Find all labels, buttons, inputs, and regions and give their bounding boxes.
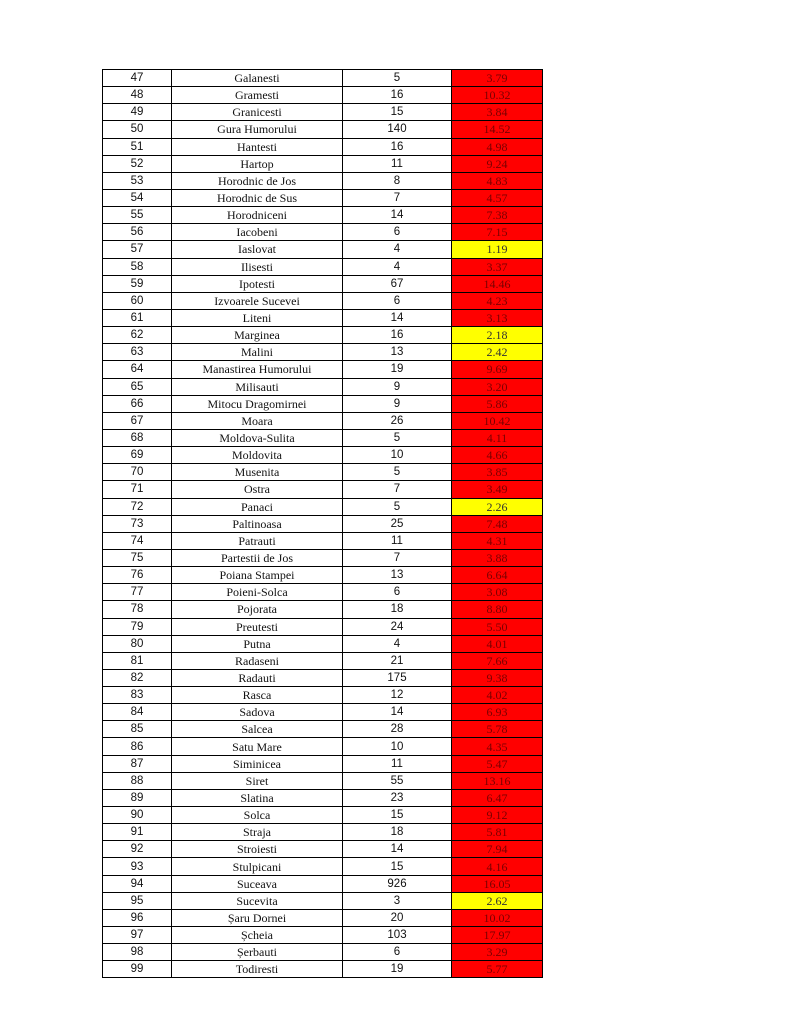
case-count-cell: 10 — [343, 738, 452, 755]
locality-name-cell: Musenita — [172, 464, 343, 481]
case-count-cell: 15 — [343, 104, 452, 121]
rate-cell: 9.12 — [452, 807, 543, 824]
rate-cell: 5.77 — [452, 961, 543, 978]
table-row — [103, 807, 543, 824]
case-count-cell: 140 — [343, 121, 452, 138]
row-number-cell: 75 — [103, 549, 172, 566]
locality-name-cell: Ostra — [172, 481, 343, 498]
locality-name-cell: Moldovita — [172, 447, 343, 464]
row-number-cell: 86 — [103, 738, 172, 755]
rate-cell: 7.15 — [452, 224, 543, 241]
table-row — [103, 532, 543, 549]
case-count-cell: 103 — [343, 927, 452, 944]
row-number-cell: 52 — [103, 155, 172, 172]
locality-name-cell: Rasca — [172, 687, 343, 704]
table-row — [103, 704, 543, 721]
locality-name-cell: Salcea — [172, 721, 343, 738]
locality-name-cell: Malini — [172, 344, 343, 361]
case-count-cell: 11 — [343, 155, 452, 172]
rate-cell: 7.94 — [452, 841, 543, 858]
row-number-cell: 67 — [103, 412, 172, 429]
table-row — [103, 875, 543, 892]
locality-name-cell: Ipotesti — [172, 275, 343, 292]
locality-name-cell: Radauti — [172, 669, 343, 686]
case-count-cell: 14 — [343, 704, 452, 721]
rate-cell: 10.42 — [452, 412, 543, 429]
row-number-cell: 71 — [103, 481, 172, 498]
row-number-cell: 81 — [103, 652, 172, 669]
locality-name-cell: Șaru Dornei — [172, 909, 343, 926]
case-count-cell: 19 — [343, 361, 452, 378]
locality-name-cell: Granicesti — [172, 104, 343, 121]
rate-cell: 3.20 — [452, 378, 543, 395]
locality-name-cell: Stulpicani — [172, 858, 343, 875]
row-number-cell: 49 — [103, 104, 172, 121]
table-row — [103, 395, 543, 412]
row-number-cell: 88 — [103, 772, 172, 789]
rate-cell: 6.64 — [452, 567, 543, 584]
table-row — [103, 549, 543, 566]
row-number-cell: 59 — [103, 275, 172, 292]
row-number-cell: 61 — [103, 309, 172, 326]
row-number-cell: 85 — [103, 721, 172, 738]
row-number-cell: 66 — [103, 395, 172, 412]
table-row — [103, 412, 543, 429]
table-row — [103, 87, 543, 104]
row-number-cell: 90 — [103, 807, 172, 824]
table-row — [103, 378, 543, 395]
rate-cell: 4.35 — [452, 738, 543, 755]
incidence-table — [102, 69, 543, 978]
rate-cell: 10.32 — [452, 87, 543, 104]
locality-name-cell: Siret — [172, 772, 343, 789]
locality-name-cell: Sucevita — [172, 892, 343, 909]
table-row — [103, 961, 543, 978]
case-count-cell: 9 — [343, 378, 452, 395]
locality-name-cell: Partestii de Jos — [172, 549, 343, 566]
table-row — [103, 447, 543, 464]
row-number-cell: 73 — [103, 515, 172, 532]
row-number-cell: 53 — [103, 172, 172, 189]
rate-cell: 7.48 — [452, 515, 543, 532]
rate-cell: 10.02 — [452, 909, 543, 926]
case-count-cell: 11 — [343, 755, 452, 772]
rate-cell: 9.24 — [452, 155, 543, 172]
row-number-cell: 54 — [103, 189, 172, 206]
rate-cell: 3.88 — [452, 549, 543, 566]
locality-name-cell: Gura Humorului — [172, 121, 343, 138]
locality-name-cell: Siminicea — [172, 755, 343, 772]
rate-cell: 3.37 — [452, 258, 543, 275]
locality-name-cell: Galanesti — [172, 70, 343, 87]
row-number-cell: 93 — [103, 858, 172, 875]
locality-name-cell: Pojorata — [172, 601, 343, 618]
table-row — [103, 944, 543, 961]
row-number-cell: 62 — [103, 327, 172, 344]
row-number-cell: 98 — [103, 944, 172, 961]
rate-cell: 4.16 — [452, 858, 543, 875]
row-number-cell: 65 — [103, 378, 172, 395]
table-row — [103, 669, 543, 686]
locality-name-cell: Iaslovat — [172, 241, 343, 258]
locality-name-cell: Suceava — [172, 875, 343, 892]
case-count-cell: 175 — [343, 669, 452, 686]
case-count-cell: 13 — [343, 567, 452, 584]
table-row — [103, 789, 543, 806]
locality-name-cell: Sadova — [172, 704, 343, 721]
table-row — [103, 909, 543, 926]
case-count-cell: 12 — [343, 687, 452, 704]
rate-cell: 3.49 — [452, 481, 543, 498]
row-number-cell: 58 — [103, 258, 172, 275]
locality-name-cell: Poiana Stampei — [172, 567, 343, 584]
table-row — [103, 841, 543, 858]
locality-name-cell: Șerbauti — [172, 944, 343, 961]
locality-name-cell: Poieni-Solca — [172, 584, 343, 601]
rate-cell: 5.78 — [452, 721, 543, 738]
rate-cell: 5.86 — [452, 395, 543, 412]
rate-cell: 5.81 — [452, 824, 543, 841]
row-number-cell: 79 — [103, 618, 172, 635]
rate-cell: 14.52 — [452, 121, 543, 138]
case-count-cell: 14 — [343, 207, 452, 224]
table-row — [103, 567, 543, 584]
table-row — [103, 172, 543, 189]
case-count-cell: 6 — [343, 292, 452, 309]
table-row — [103, 258, 543, 275]
locality-name-cell: Paltinoasa — [172, 515, 343, 532]
rate-cell: 4.57 — [452, 189, 543, 206]
case-count-cell: 3 — [343, 892, 452, 909]
table-row — [103, 858, 543, 875]
row-number-cell: 78 — [103, 601, 172, 618]
row-number-cell: 74 — [103, 532, 172, 549]
case-count-cell: 19 — [343, 961, 452, 978]
row-number-cell: 51 — [103, 138, 172, 155]
case-count-cell: 16 — [343, 87, 452, 104]
case-count-cell: 11 — [343, 532, 452, 549]
rate-cell: 16.05 — [452, 875, 543, 892]
rate-cell: 4.01 — [452, 635, 543, 652]
case-count-cell: 18 — [343, 824, 452, 841]
locality-name-cell: Moldova-Sulita — [172, 429, 343, 446]
case-count-cell: 6 — [343, 224, 452, 241]
table-row — [103, 481, 543, 498]
locality-name-cell: Manastirea Humorului — [172, 361, 343, 378]
case-count-cell: 6 — [343, 584, 452, 601]
table-row — [103, 309, 543, 326]
row-number-cell: 95 — [103, 892, 172, 909]
rate-cell: 4.11 — [452, 429, 543, 446]
table-row — [103, 755, 543, 772]
rate-cell: 4.66 — [452, 447, 543, 464]
case-count-cell: 15 — [343, 858, 452, 875]
row-number-cell: 69 — [103, 447, 172, 464]
case-count-cell: 9 — [343, 395, 452, 412]
rate-cell: 1.19 — [452, 241, 543, 258]
rate-cell: 6.47 — [452, 789, 543, 806]
locality-name-cell: Satu Mare — [172, 738, 343, 755]
table-row — [103, 498, 543, 515]
rate-cell: 5.50 — [452, 618, 543, 635]
locality-name-cell: Liteni — [172, 309, 343, 326]
row-number-cell: 84 — [103, 704, 172, 721]
rate-cell: 14.46 — [452, 275, 543, 292]
locality-name-cell: Ilisesti — [172, 258, 343, 275]
case-count-cell: 4 — [343, 241, 452, 258]
case-count-cell: 13 — [343, 344, 452, 361]
rate-cell: 3.79 — [452, 70, 543, 87]
case-count-cell: 28 — [343, 721, 452, 738]
case-count-cell: 16 — [343, 138, 452, 155]
rate-cell: 2.42 — [452, 344, 543, 361]
case-count-cell: 26 — [343, 412, 452, 429]
case-count-cell: 23 — [343, 789, 452, 806]
rate-cell: 3.29 — [452, 944, 543, 961]
rate-cell: 3.85 — [452, 464, 543, 481]
table-row — [103, 515, 543, 532]
case-count-cell: 67 — [343, 275, 452, 292]
case-count-cell: 5 — [343, 70, 452, 87]
locality-name-cell: Șcheia — [172, 927, 343, 944]
rate-cell: 4.23 — [452, 292, 543, 309]
table-row — [103, 601, 543, 618]
rate-cell: 9.69 — [452, 361, 543, 378]
case-count-cell: 14 — [343, 309, 452, 326]
row-number-cell: 77 — [103, 584, 172, 601]
locality-name-cell: Mitocu Dragomirnei — [172, 395, 343, 412]
table-row — [103, 584, 543, 601]
row-number-cell: 89 — [103, 789, 172, 806]
row-number-cell: 91 — [103, 824, 172, 841]
table-row — [103, 927, 543, 944]
rate-cell: 9.38 — [452, 669, 543, 686]
rate-cell: 6.93 — [452, 704, 543, 721]
row-number-cell: 63 — [103, 344, 172, 361]
rate-cell: 3.13 — [452, 309, 543, 326]
case-count-cell: 7 — [343, 189, 452, 206]
rate-cell: 2.26 — [452, 498, 543, 515]
locality-name-cell: Todiresti — [172, 961, 343, 978]
table-row — [103, 738, 543, 755]
case-count-cell: 5 — [343, 429, 452, 446]
row-number-cell: 60 — [103, 292, 172, 309]
table-row — [103, 241, 543, 258]
rate-cell: 5.47 — [452, 755, 543, 772]
case-count-cell: 10 — [343, 447, 452, 464]
case-count-cell: 7 — [343, 481, 452, 498]
row-number-cell: 55 — [103, 207, 172, 224]
locality-name-cell: Radaseni — [172, 652, 343, 669]
table-row — [103, 464, 543, 481]
case-count-cell: 926 — [343, 875, 452, 892]
table-row — [103, 721, 543, 738]
case-count-cell: 55 — [343, 772, 452, 789]
locality-name-cell: Iacobeni — [172, 224, 343, 241]
row-number-cell: 64 — [103, 361, 172, 378]
locality-name-cell: Stroiesti — [172, 841, 343, 858]
case-count-cell: 15 — [343, 807, 452, 824]
rate-cell: 2.62 — [452, 892, 543, 909]
table-row — [103, 224, 543, 241]
row-number-cell: 72 — [103, 498, 172, 515]
row-number-cell: 50 — [103, 121, 172, 138]
table-row — [103, 344, 543, 361]
table-row — [103, 138, 543, 155]
row-number-cell: 97 — [103, 927, 172, 944]
table-row — [103, 155, 543, 172]
row-number-cell: 94 — [103, 875, 172, 892]
table-row — [103, 652, 543, 669]
table-row — [103, 189, 543, 206]
row-number-cell: 76 — [103, 567, 172, 584]
table-row — [103, 635, 543, 652]
rate-cell: 4.83 — [452, 172, 543, 189]
rate-cell: 3.08 — [452, 584, 543, 601]
case-count-cell: 14 — [343, 841, 452, 858]
case-count-cell: 5 — [343, 498, 452, 515]
locality-name-cell: Milisauti — [172, 378, 343, 395]
row-number-cell: 96 — [103, 909, 172, 926]
locality-name-cell: Moara — [172, 412, 343, 429]
locality-name-cell: Preutesti — [172, 618, 343, 635]
rate-cell: 3.84 — [452, 104, 543, 121]
row-number-cell: 83 — [103, 687, 172, 704]
locality-name-cell: Straja — [172, 824, 343, 841]
locality-name-cell: Horodnic de Jos — [172, 172, 343, 189]
table-row — [103, 275, 543, 292]
table-row — [103, 207, 543, 224]
case-count-cell: 8 — [343, 172, 452, 189]
rate-cell: 13.16 — [452, 772, 543, 789]
locality-name-cell: Slatina — [172, 789, 343, 806]
locality-name-cell: Horodnic de Sus — [172, 189, 343, 206]
case-count-cell: 25 — [343, 515, 452, 532]
rate-cell: 2.18 — [452, 327, 543, 344]
case-count-cell: 21 — [343, 652, 452, 669]
locality-name-cell: Panaci — [172, 498, 343, 515]
table-row — [103, 892, 543, 909]
case-count-cell: 5 — [343, 464, 452, 481]
rate-cell: 4.31 — [452, 532, 543, 549]
row-number-cell: 82 — [103, 669, 172, 686]
rate-cell: 4.02 — [452, 687, 543, 704]
table-row — [103, 772, 543, 789]
row-number-cell: 68 — [103, 429, 172, 446]
rate-cell: 8.80 — [452, 601, 543, 618]
table-row — [103, 824, 543, 841]
table-row — [103, 121, 543, 138]
case-count-cell: 24 — [343, 618, 452, 635]
case-count-cell: 4 — [343, 635, 452, 652]
row-number-cell: 70 — [103, 464, 172, 481]
table-row — [103, 429, 543, 446]
locality-name-cell: Gramesti — [172, 87, 343, 104]
table-row — [103, 70, 543, 87]
row-number-cell: 92 — [103, 841, 172, 858]
table-row — [103, 327, 543, 344]
case-count-cell: 20 — [343, 909, 452, 926]
rate-cell: 4.98 — [452, 138, 543, 155]
row-number-cell: 48 — [103, 87, 172, 104]
rate-cell: 7.66 — [452, 652, 543, 669]
row-number-cell: 87 — [103, 755, 172, 772]
locality-name-cell: Hantesti — [172, 138, 343, 155]
row-number-cell: 99 — [103, 961, 172, 978]
table-row — [103, 618, 543, 635]
table-row — [103, 292, 543, 309]
case-count-cell: 18 — [343, 601, 452, 618]
row-number-cell: 80 — [103, 635, 172, 652]
rate-cell: 17.97 — [452, 927, 543, 944]
locality-name-cell: Marginea — [172, 327, 343, 344]
case-count-cell: 16 — [343, 327, 452, 344]
table-row — [103, 104, 543, 121]
row-number-cell: 47 — [103, 70, 172, 87]
locality-name-cell: Horodniceni — [172, 207, 343, 224]
case-count-cell: 7 — [343, 549, 452, 566]
case-count-cell: 4 — [343, 258, 452, 275]
table-body — [103, 70, 543, 978]
table-row — [103, 687, 543, 704]
rate-cell: 7.38 — [452, 207, 543, 224]
locality-name-cell: Putna — [172, 635, 343, 652]
locality-name-cell: Izvoarele Sucevei — [172, 292, 343, 309]
table-row — [103, 361, 543, 378]
row-number-cell: 57 — [103, 241, 172, 258]
locality-name-cell: Hartop — [172, 155, 343, 172]
row-number-cell: 56 — [103, 224, 172, 241]
case-count-cell: 6 — [343, 944, 452, 961]
locality-name-cell: Solca — [172, 807, 343, 824]
locality-name-cell: Patrauti — [172, 532, 343, 549]
